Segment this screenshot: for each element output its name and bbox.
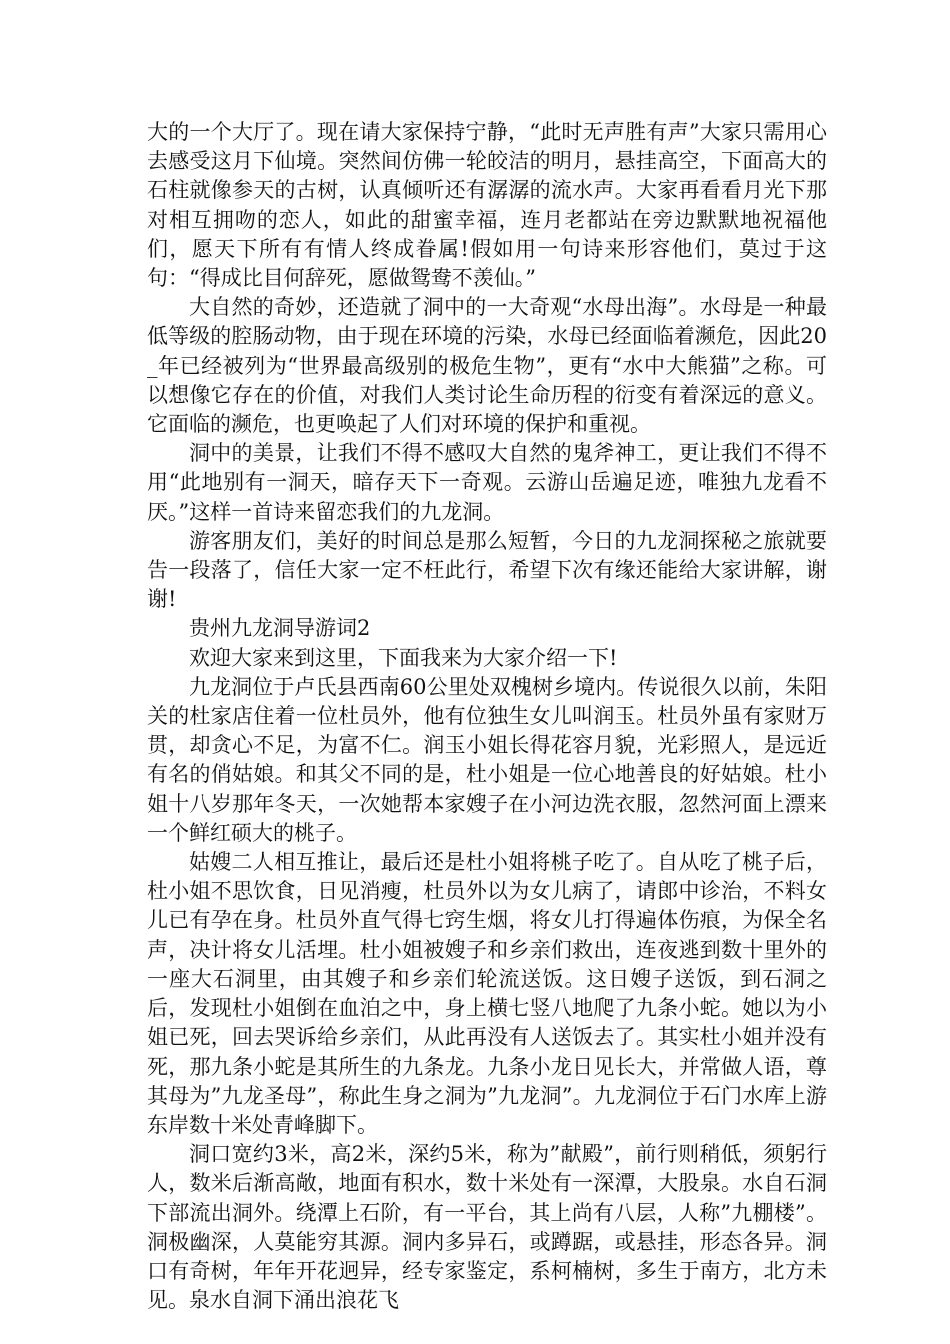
paragraph-legend-2: 姑嫂二人相互推让，最后还是杜小姐将桃子吃了。自从吃了桃子后，杜小姐不思饮食，日见消瘦，杜员外以为女儿病了，请郎中诊治，不料女儿已有孕在身。杜员外直气得七窍生烟，将女儿打得遍体伤痕，为保全名声，决计将女儿活埋。杜小姐被嫂子和乡亲们救出，连夜逃到数十里外的一座大石洞里，由其嫂子和乡亲们轮流送饭。这日嫂子送饭，到石洞之后，发现杜小姐倒在血泊之中，身上横七竖八地爬了九条小蛇。她以为小姐已死，回去哭诉给乡亲们，从此再没有人送饭去了。其实杜小姐并没有死，那九条小蛇是其所生的九条龙。九条小龙日见长大，并常做人语，尊其母为”九龙圣母”，称此生身之洞为”九龙洞”。九龙洞位于石门水库上游东岸数十米处青峰脚下。 [147, 850, 827, 1137]
paragraph-cave-description: 洞口宽约3米，高2米，深约5米，称为”献殿”，前行则稍低，须躬行人，数米后渐高敞，地面有积水，数十米处有一深潭，大股泉。水自石洞下部流出洞外。绕潭上石阶，有一平台，其上尚有八层，人称”九棚楼”。洞极幽深，人莫能穷其源。洞内多异石，或蹲踞，或悬挂，形态各异。洞口有奇树，年年开花迥异，经专家鉴定，系柯楠树，多生于南方，北方未见。泉水自洞下涌出浪花飞 [147, 1142, 827, 1313]
document-page [147, 118, 827, 1315]
section-heading: 贵州九龙洞导游词2 [189, 616, 371, 641]
paragraph-4: 游客朋友们，美好的时间总是那么短暂，今日的九龙洞探秘之旅就要告一段落了，信任大家一定不枉此行，希望下次有缘还能给大家讲解，谢谢! [147, 528, 827, 612]
paragraph-legend-1: 九龙洞位于卢氏县西南60公里处双槐树乡境内。传说很久以前，朱阳关的杜家店住着一位杜员外，他有位独生女儿叫润玉。杜员外虽有家财万贯，却贪心不足，为富不仁。润玉小姐长得花容月貌，光彩照人，是远近有名的俏姑娘。和其父不同的是，杜小姐是一位心地善良的好姑娘。杜小姐十八岁那年冬天，一次她帮本家嫂子在小河边洗衣服，忽然河面上漂来一个鲜红硕大的桃子。 [147, 674, 827, 845]
paragraph-2: 大自然的奇妙，还造就了洞中的一大奇观“水母出海”。水母是一种最低等级的腔肠动物，由于现在环境的污染，水母已经面临着濒危，因此20_年已经被列为“世界最高级别的极危生物”，更有“水中大熊猫”之称。可以想像它存在的价值，对我们人类讨论生命历程的衍变有着深远的意义。它面临的濒危，也更唤起了人们对环境的保护和重视。 [147, 295, 827, 437]
paragraph-welcome: 欢迎大家来到这里，下面我来为大家介绍一下! [189, 645, 618, 670]
paragraph-1: 大的一个大厅了。现在请大家保持宁静，“此时无声胜有声”大家只需用心去感受这月下仙境。突然间仿佛一轮皎洁的明月，悬挂高空，下面高大的石柱就像参天的古树，认真倾听还有潺潺的流水声。大家再看看月光下那对相互拥吻的恋人，如此的甜蜜幸福，连月老都站在旁边默默地祝福他们，愿天下所有有情人终成眷属!假如用一句诗来形容他们，莫过于这句：“得成比目何辞死，愿做鸳鸯不羡仙。” [147, 120, 827, 291]
paragraph-3: 洞中的美景，让我们不得不感叹大自然的鬼斧神工，更让我们不得不用“此地别有一洞天，暗存天下一奇观。云游山岳遍足迹，唯独九龙看不厌。”这样一首诗来留恋我们的九龙洞。 [147, 441, 827, 524]
